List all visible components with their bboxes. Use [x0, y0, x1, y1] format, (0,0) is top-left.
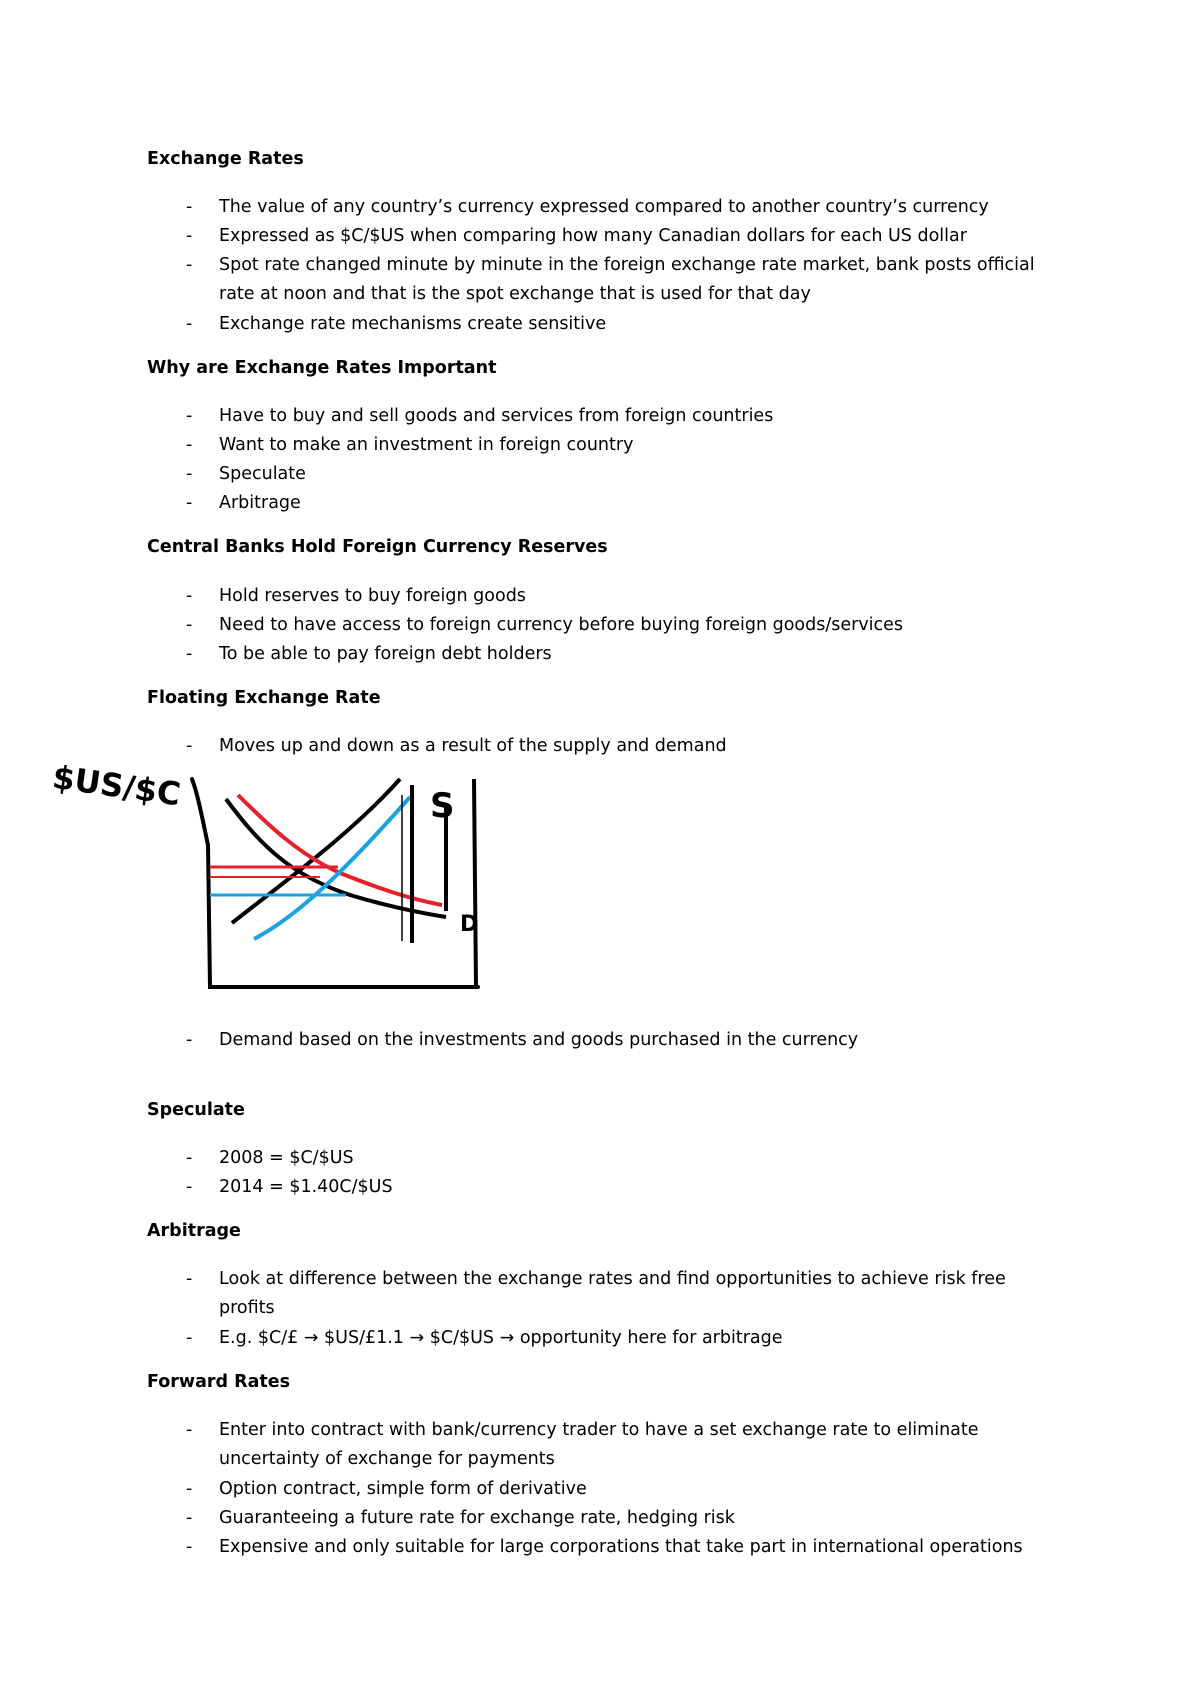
heading-why-important: Why are Exchange Rates Important — [147, 358, 497, 378]
bullet-text: Need to have access to foreign currency before buying foreign goods/services — [219, 615, 904, 635]
sketch-supply-label: S — [430, 786, 455, 826]
bullet-text-block — [219, 1416, 1069, 1474]
sketch-demand-label: D — [460, 912, 479, 937]
bullet-text: Speculate — [219, 464, 306, 484]
heading-exchange-rates: Exchange Rates — [147, 149, 304, 169]
sketch-y-axis-label: $US/$C — [50, 757, 183, 814]
bullet-text: Have to buy and sell goods and services from foreign countries — [219, 406, 774, 426]
bullet-text: E.g. $C/£ → $US/£1.1 → $C/$US → opportunity here for arbitrage — [219, 1328, 783, 1348]
bullet-marker: - — [186, 615, 193, 635]
heading-floating-exchange-rate: Floating Exchange Rate — [147, 688, 381, 708]
bullet-text: Expensive and only suitable for large corporations that take part in international operations — [219, 1537, 1023, 1557]
heading-central-banks: Central Banks Hold Foreign Currency Reserves — [147, 537, 608, 557]
bullet-marker: - — [186, 1148, 193, 1168]
bullet-text: Look at difference between the exchange rates and find opportunities to achieve risk free — [219, 1269, 1006, 1289]
bullet-text-continuation: uncertainty of exchange for payments — [219, 1449, 555, 1469]
bullet-marker: - — [186, 1420, 193, 1440]
bullet-marker: - — [186, 226, 193, 246]
bullet-text-block — [219, 1265, 1069, 1323]
bullet-text: Moves up and down as a result of the supply and demand — [219, 736, 727, 756]
bullet-marker: - — [186, 586, 193, 606]
bullet-text: The value of any country’s currency expressed compared to another country’s currency — [219, 197, 989, 217]
bullet-marker: - — [186, 736, 193, 756]
bullet-text: Guaranteeing a future rate for exchange rate, hedging risk — [219, 1508, 735, 1528]
bullet-text: Hold reserves to buy foreign goods — [219, 586, 526, 606]
bullet-marker: - — [186, 644, 193, 664]
bullet-text: Option contract, simple form of derivative — [219, 1479, 587, 1499]
bullet-marker: - — [186, 464, 193, 484]
bullet-text: Enter into contract with bank/currency trader to have a set exchange rate to eliminate — [219, 1420, 979, 1440]
bullet-marker: - — [186, 435, 193, 455]
bullet-text: Want to make an investment in foreign country — [219, 435, 634, 455]
bullet-marker: - — [186, 493, 193, 513]
bullet-marker: - — [186, 406, 193, 426]
bullet-text: To be able to pay foreign debt holders — [219, 644, 552, 664]
bullet-marker: - — [186, 197, 193, 217]
bullet-text-continuation: profits — [219, 1298, 275, 1318]
bullet-text: 2008 = $C/$US — [219, 1148, 354, 1168]
bullet-marker: - — [186, 1177, 193, 1197]
bullet-marker: - — [186, 1537, 193, 1557]
bullet-text: Exchange rate mechanisms create sensitive — [219, 314, 607, 334]
bullet-text: Expressed as $C/$US when comparing how many Canadian dollars for each US dollar — [219, 226, 967, 246]
bullet-text: 2014 = $1.40C/$US — [219, 1177, 393, 1197]
bullet-marker: - — [186, 314, 193, 334]
bullet-marker: - — [186, 255, 193, 275]
bullet-marker: - — [186, 1508, 193, 1528]
bullet-marker: - — [186, 1479, 193, 1499]
bullet-marker: - — [186, 1030, 193, 1050]
bullet-marker: - — [186, 1269, 193, 1289]
supply-demand-sketch — [50, 755, 490, 995]
heading-forward-rates: Forward Rates — [147, 1372, 291, 1392]
bullet-marker: - — [186, 1328, 193, 1348]
bullet-text: Demand based on the investments and goods purchased in the currency — [219, 1030, 859, 1050]
heading-speculate: Speculate — [147, 1100, 245, 1120]
heading-arbitrage: Arbitrage — [147, 1221, 241, 1241]
bullet-text: Spot rate changed minute by minute in the foreign exchange rate market, bank posts official — [219, 255, 1035, 275]
bullet-text-continuation: rate at noon and that is the spot exchange that is used for that day — [219, 284, 811, 304]
bullet-text-block — [219, 251, 1069, 309]
sketch-right-axis — [474, 779, 476, 987]
bullet-text: Arbitrage — [219, 493, 301, 513]
